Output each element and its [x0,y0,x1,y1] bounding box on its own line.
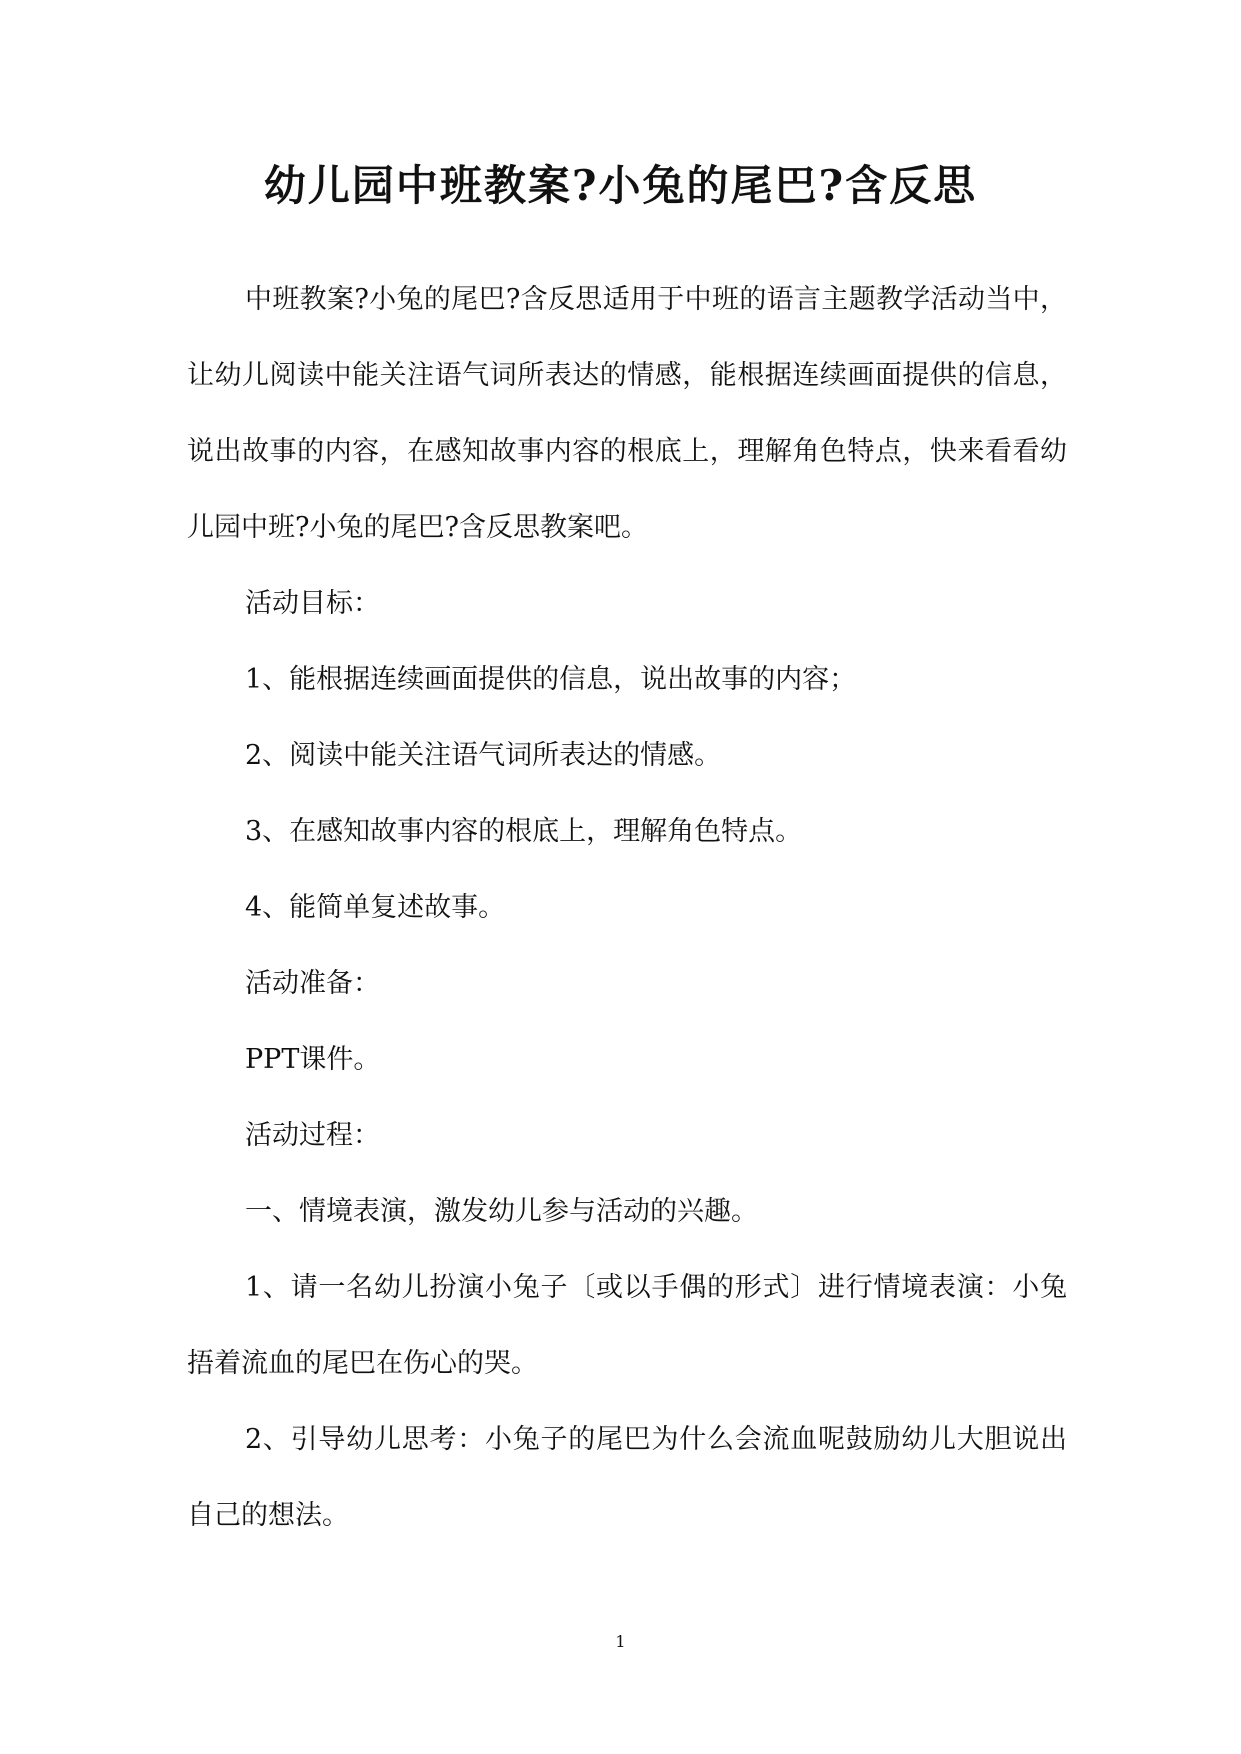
goal-item-4: 4、能简单复述故事。 [245,892,506,923]
preparation-item: PPT课件。 [245,1044,381,1075]
intro-paragraph: 中班教案?小兔的尾巴?含反思适用于中班的语言主题教学活动当中，让幼儿阅读中能关注语气词所表达的情感，能根据连续画面提供的信息，说出故事的内容，在感知故事内容的根底上，理解角色特点，快来看看幼儿园中班?小兔的尾巴?含反思教案吧。 [187,284,1067,543]
document-body [187,262,1067,1554]
process-substep-1: 1、请一名幼儿扮演小兔子〔或以手偶的形式〕进行情境表演：小兔捂着流血的尾巴在伤心的哭。 [187,1272,1067,1379]
document-title: 幼儿园中班教案?小兔的尾巴?含反思 [263,161,978,210]
section-heading-goals: 活动目标： [245,588,380,619]
page-number: 1 [615,1632,626,1651]
goal-item-1: 1、能根据连续画面提供的信息，说出故事的内容； [245,664,857,695]
process-step-1: 一、情境表演，激发幼儿参与活动的兴趣。 [245,1196,758,1227]
goal-item-2: 2、阅读中能关注语气词所表达的情感。 [245,740,722,771]
process-substep-2: 2、引导幼儿思考：小兔子的尾巴为什么会流血呢鼓励幼儿大胆说出自己的想法。 [187,1424,1067,1531]
goal-item-3: 3、在感知故事内容的根底上，理解角色特点。 [245,816,803,847]
section-heading-preparation: 活动准备： [245,968,380,999]
section-heading-process: 活动过程： [245,1120,380,1151]
